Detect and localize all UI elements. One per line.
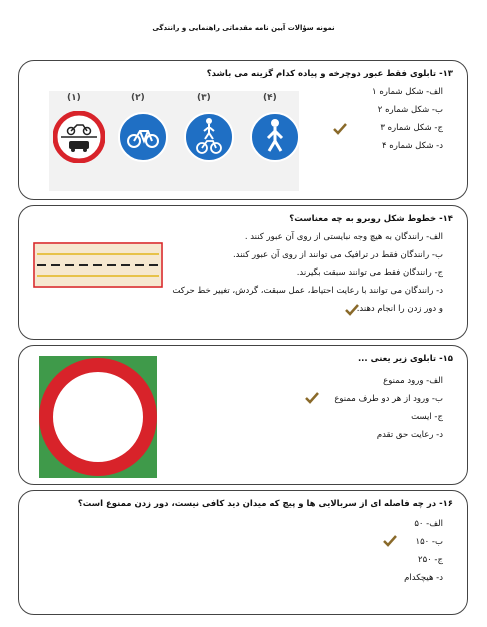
bicycle-sign-icon [117, 111, 169, 163]
sign-number-2: (۲) [131, 93, 145, 103]
option-16-c: ج- ۲۵۰ [418, 555, 443, 565]
option-13-c: ج- شکل شماره ۳ [380, 123, 443, 133]
page-header: نمونه سؤالات آیین نامه مقدماتی راهنمایی و رانندگی [152, 24, 335, 32]
option-14-a: الف- رانندگان به هیچ وجه نبایستی از روی آن عبور کنند . [244, 232, 443, 242]
option-13-b: ب- شکل شماره ۲ [377, 105, 443, 115]
check-mark-icon [333, 123, 347, 135]
option-13-a: الف- شکل شماره ۱ [372, 87, 443, 97]
question-card-16 [18, 490, 468, 615]
option-14-d: د- رانندگان می توانند با رعایت احتیاط، عمل سبقت، گردش، تغییر خط حرکت [172, 286, 443, 296]
sign-row [49, 91, 299, 191]
pedestrian-bicycle-sign-icon [183, 111, 235, 163]
option-16-d: د- هیچکدام [404, 573, 443, 583]
question-card-13 [18, 60, 468, 200]
no-motorcycle-car-sign-icon [53, 111, 105, 163]
check-mark-icon [345, 304, 359, 316]
option-16-b: ب- ۱۵۰ [415, 537, 443, 547]
option-14-d-continued: و دور زدن را انجام دهند. [356, 304, 443, 314]
road-lane-markings-image [33, 242, 163, 288]
option-13-d: د- شکل شماره ۴ [382, 141, 443, 151]
pedestrian-sign-icon [249, 111, 301, 163]
check-mark-icon [383, 535, 397, 547]
option-15-c: ج- ایست [411, 412, 443, 422]
option-14-c: ج- رانندگان فقط می توانند سبقت بگیرند. [296, 268, 443, 278]
option-14-b: ب- رانندگان فقط در ترافیک می توانند از روی آن عبور کنند. [232, 250, 443, 260]
option-16-a: الف- ۵۰ [414, 519, 443, 529]
question-card-14 [18, 205, 468, 340]
sign-number-3: (۳) [197, 93, 211, 103]
question-text-16: ۱۶- در چه فاصله ای از سربالایی ها و پیچ که میدان دید کافی نیست، دور زدن ممنوع است؟ [77, 499, 453, 509]
check-mark-icon [305, 392, 319, 404]
option-15-b: ب- ورود از هر دو طرف ممنوع [334, 394, 443, 404]
option-15-a: الف- ورود ممنوع [383, 376, 443, 386]
question-text-14: ۱۴- خطوط شکل روبرو به چه معناست؟ [289, 214, 453, 224]
sign-number-4: (۴) [263, 93, 277, 103]
question-text-13: ۱۳- تابلوی فقط عبور دوچرخه و پیاده کدام گزینه می باشد؟ [206, 69, 453, 79]
sign-number-1: (۱) [67, 93, 81, 103]
question-text-15: ۱۵- تابلوی زیر یعنی ... [357, 354, 453, 364]
option-15-d: د- رعایت حق تقدم [376, 430, 443, 440]
question-card-15 [18, 345, 468, 485]
no-vehicles-sign-icon [39, 356, 157, 478]
